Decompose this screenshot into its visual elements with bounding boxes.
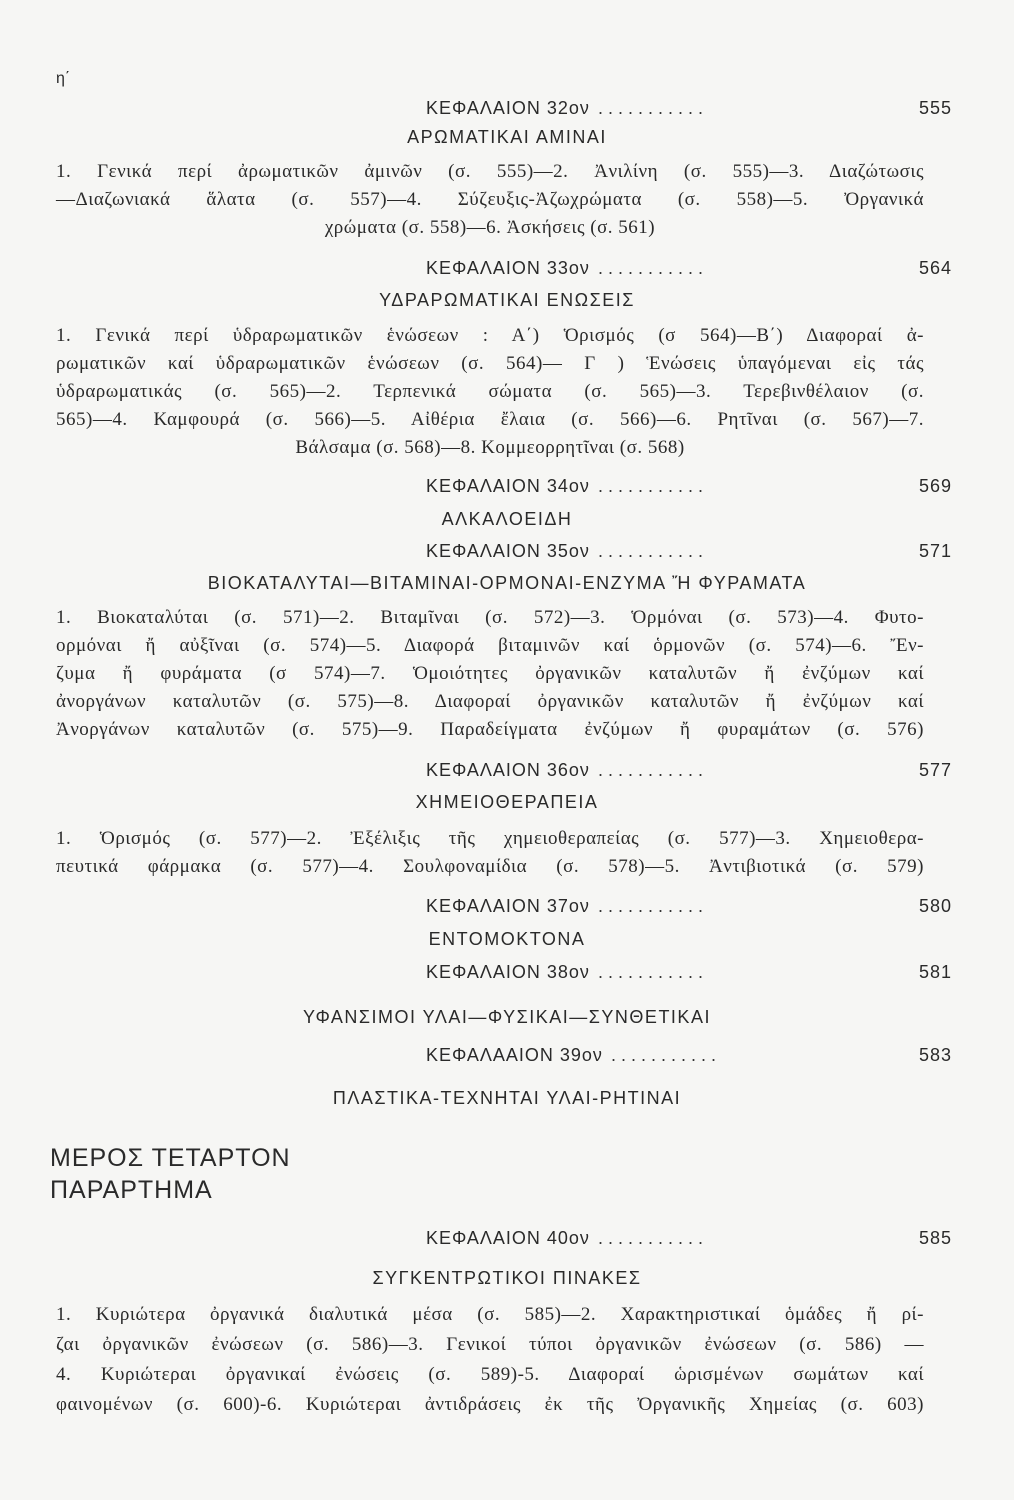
chapter-32-leader: ........... [597,98,708,118]
chapter-36-contents [56,825,924,881]
part-four-subtitle: ΠΑΡΑΡΤΗΜΑ [50,1176,213,1204]
chapter-35-page: 571 [918,541,952,561]
chapter-39-heading [426,1045,952,1066]
chapter-40-title: ΚΕΦΑΛΑΙΟΝ 40ον [426,1228,590,1248]
chapter-40-line-1: 1. Κυριώτερα ὀργανικά διαλυτικά μέσα (σ. 585)—2. Χαρακτηριστικαί ὁμάδες ἤ ρί- [56,1304,924,1325]
chapter-34-heading [426,476,952,497]
chapter-33-title: ΚΕΦΑΛΑΙΟΝ 33ον [426,258,590,278]
part-four-heading [50,1142,291,1206]
chapter-35-contents [56,604,924,744]
chapter-38-heading [426,962,952,983]
chapter-33-line-5: Βάλσαμα (σ. 568)—8. Κομμεορρητῖναι (σ. 568) [295,437,685,458]
chapter-40-heading [426,1228,952,1249]
chapter-37-subtitle: ΕΝΤΟΜΟΚΤΟΝΑ [428,929,586,949]
chapter-32-heading [426,98,952,119]
chapter-35-heading [426,541,952,562]
chapter-33-contents [56,322,924,462]
part-four-title: ΜΕΡΟΣ ΤΕΤΑΡΤΟΝ [50,1144,291,1172]
chapter-35-line-1: 1. Βιοκαταλύται (σ. 571)—2. Βιταμῖναι (σ. 572)—3. Ὁρμόναι (σ. 573)—4. Φυτο- [56,607,924,628]
chapter-35-leader: ........... [597,541,708,561]
chapter-34-title: ΚΕΦΑΛΑΙΟΝ 34ον [426,476,590,496]
chapter-36-line-1: 1. Ὁρισμός (σ. 577)—2. Ἐξέλιξις τῆς χημειοθεραπείας (σ. 577)—3. Χημειοθερα- [56,828,924,849]
chapter-38-leader: ........... [597,962,708,982]
chapter-33-line-1: 1. Γενικά περί ὑδραρωματικῶν ἑνώσεων : Α΄) Ὁρισμός (σ 564)—Β΄) Διαφοραί ἀ- [56,325,924,346]
chapter-39-subtitle: ΠΛΑΣΤΙΚΑ-ΤΕΧΝΗΤΑΙ ΥΛΑΙ-ΡΗΤΙΝΑΙ [332,1088,682,1108]
chapter-32-contents [56,158,924,242]
chapter-33-heading [426,258,952,279]
chapter-35-title: ΚΕΦΑΛΑΙΟΝ 35ον [426,541,590,561]
chapter-40-subtitle: ΣΥΓΚΕΝΤΡΩΤΙΚΟΙ ΠΙΝΑΚΕΣ [372,1268,642,1288]
chapter-33-line-4: 565)—4. Καμφουρά (σ. 566)—5. Αἰθέρια ἔλαια (σ. 566)—6. Ρητῖναι (σ. 567)—7. [56,409,924,430]
chapter-34-subtitle: ΑΛΚΑΛΟΕΙΔΗ [441,509,573,529]
chapter-39-title: ΚΕΦΑΛΑΑΙΟΝ 39ον [426,1045,603,1065]
chapter-32-subtitle: ΑΡΩΜΑΤΙΚΑΙ ΑΜΙΝΑΙ [407,127,607,147]
chapter-35-subtitle: ΒΙΟΚΑΤΑΛΥΤΑΙ—ΒΙΤΑΜΙΝΑΙ-ΟΡΜΟΝΑΙ-ΕΝΖΥΜΑ Ἤ ΦΥΡΑΜΑΤΑ [207,573,807,593]
chapter-36-subtitle: ΧΗΜΕΙΟΘΕΡΑΠΕΙΑ [415,792,599,812]
chapter-33-leader: ........... [597,258,708,278]
chapter-33-subtitle: ΥΔΡΑΡΩΜΑΤΙΚΑΙ ΕΝΩΣΕΙΣ [379,290,635,310]
chapter-38-page: 581 [918,962,952,982]
chapter-40-line-3: 4. Κυριώτεραι ὀργανικαί ἐνώσεις (σ. 589)-5. Διαφοραί ὡρισμένων σωμάτων καί [56,1364,924,1385]
chapter-33-line-3: ὑδραρωματικάς (σ. 565)—2. Τερπενικά σώματα (σ. 565)—3. Τερεβινθέλαιον (σ. [56,381,924,402]
chapter-35-line-4: ἀνοργάνων καταλυτῶν (σ. 575)—8. Διαφοραί ὀργανικῶν καταλυτῶν ἤ ἐνζύμων καί [56,691,924,712]
chapter-38-subtitle: ΥΦΑΝΣΙΜΟΙ ΥΛΑΙ—ΦΥΣΙΚΑΙ—ΣΥΝΘΕΤΙΚΑΙ [303,1007,711,1027]
chapter-33-page: 564 [918,258,952,278]
chapter-37-page: 580 [918,896,952,916]
chapter-34-leader: ........... [597,476,708,496]
chapter-34-page: 569 [918,476,952,496]
chapter-37-leader: ........... [597,896,708,916]
chapter-37-heading [426,896,952,917]
chapter-36-leader: ........... [597,760,708,780]
chapter-40-page: 585 [918,1228,952,1248]
chapter-32-line-2: —Διαζωνιακά ἅλατα (σ. 557)—4. Σύζευξις-Ἀζωχρώματα (σ. 558)—5. Ὀργανικά [56,189,924,210]
chapter-35-line-5: Ἀνοργάνων καταλυτῶν (σ. 575)—9. Παραδείγματα ἐνζύμων ἤ φυραμάτων (σ. 576) [56,719,924,740]
chapter-40-line-2: ζαι ὀργανικῶν ἐνώσεων (σ. 586)—3. Γενικοί τύποι ὀργανικῶν ἐνώσεων (σ. 586) — [56,1334,924,1355]
chapter-35-line-3: ζυμα ἤ φυράματα (σ 574)—7. Ὁμοιότητες ὀργανικῶν καταλυτῶν ἤ ἐνζύμων καί [56,663,924,684]
chapter-36-title: ΚΕΦΑΛΑΙΟΝ 36ον [426,760,590,780]
chapter-33-line-2: ρωματικῶν καί ὑδραρωματικῶν ἑνώσεων (σ. 564)— Γ ) Ἑνώσεις ὑπαγόμεναι εἰς τάς [56,353,924,374]
chapter-32-line-1: 1. Γενικά περί ἀρωματικῶν ἀμινῶν (σ. 555)—2. Ἀνιλίνη (σ. 555)—3. Διαζώτωσις [56,161,924,182]
chapter-32-line-3: χρώματα (σ. 558)—6. Ἀσκήσεις (σ. 561) [324,217,656,238]
chapter-36-line-2: πευτικά φάρμακα (σ. 577)—4. Σουλφοναμίδια (σ. 578)—5. Ἀντιβιοτικά (σ. 579) [56,856,924,877]
chapter-37-title: ΚΕΦΑΛΑΙΟΝ 37ον [426,896,590,916]
chapter-32-title: ΚΕΦΑΛΑΙΟΝ 32ον [426,98,590,118]
page-folio: η΄ [56,70,71,87]
chapter-36-page: 577 [918,760,952,780]
chapter-32-page: 555 [918,98,952,118]
chapter-35-line-2: ορμόναι ἤ αὐξῖναι (σ. 574)—5. Διαφορά βιταμινῶν καί ὁρμονῶν (σ. 574)—6. Ἔν- [56,635,924,656]
chapter-40-contents [56,1300,924,1420]
chapter-39-page: 583 [918,1045,952,1065]
chapter-39-leader: ........... [610,1045,721,1065]
chapter-40-leader: ........... [597,1228,708,1248]
chapter-40-line-4: φαινομένων (σ. 600)-6. Κυριώτεραι ἀντιδράσεις ἐκ τῆς Ὀργανικῆς Χημείας (σ. 603) [56,1394,924,1415]
chapter-38-title: ΚΕΦΑΛΑΙΟΝ 38ον [426,962,590,982]
chapter-36-heading [426,760,952,781]
